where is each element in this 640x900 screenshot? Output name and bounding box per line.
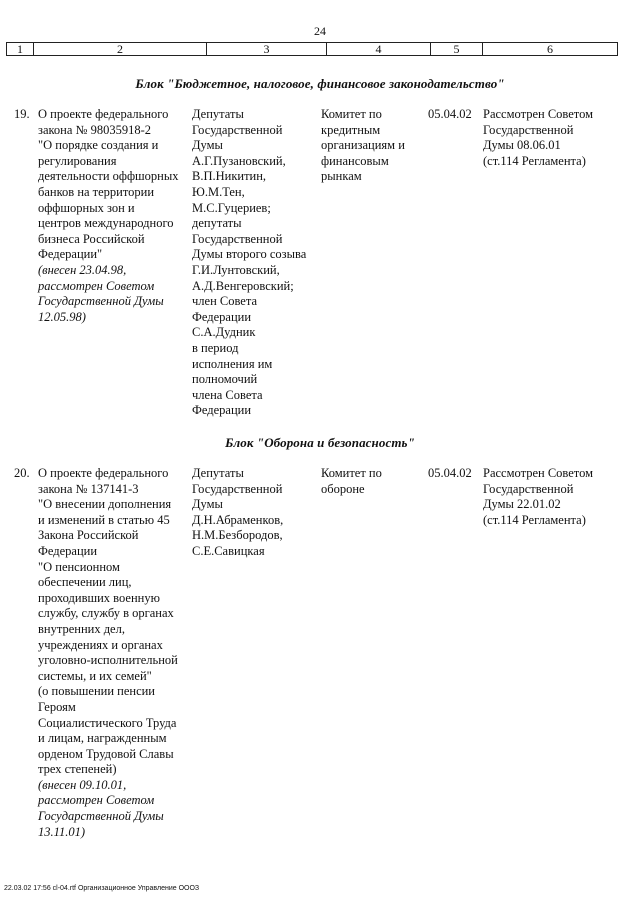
text-line: А.Д.Венгеровский;: [192, 278, 294, 293]
text-line: оффшорных зон и: [38, 200, 135, 215]
text-line: организациям и: [321, 138, 405, 153]
text-line: бизнеса Российской: [38, 231, 145, 246]
text-line: службу, службу в органах: [38, 606, 174, 621]
text-line: кредитным: [321, 122, 381, 137]
text-line: О проекте федерального: [38, 107, 169, 121]
column-number-2: 2: [34, 43, 207, 55]
page-number: 24: [314, 24, 326, 38]
note-line: рассмотрен Советом: [38, 278, 155, 293]
text-line: член Совета: [192, 294, 258, 309]
entry-committee: [321, 466, 421, 497]
text-line: Ю.М.Тен,: [192, 184, 245, 199]
text-line: орденом Трудовой Славы: [38, 746, 174, 761]
text-line: "О пенсионном: [38, 559, 120, 574]
text-line: С.А.Дудник: [192, 325, 256, 340]
text-line: Федерации: [192, 309, 252, 324]
column-number-3: 3: [207, 43, 327, 55]
block-heading-defense: Блок "Оборона и безопасность": [225, 435, 415, 450]
text-line: уголовно-исполнительной: [38, 653, 178, 668]
text-line: Депутаты: [192, 107, 244, 121]
text-line: Г.И.Лунтовский,: [192, 262, 280, 277]
text-line: (ст.114 Регламента): [483, 153, 586, 168]
text-line: "О внесении дополнения: [38, 497, 172, 512]
text-line: В.П.Никитин,: [192, 169, 267, 184]
text-line: Закона Российской: [38, 528, 139, 543]
entry-committee: [321, 107, 421, 185]
text-line: проходивших военную: [38, 590, 160, 605]
text-line: Государственной: [192, 231, 283, 246]
text-line: Федерации: [38, 543, 98, 558]
text-line: Комитет по: [321, 107, 382, 121]
text-line: регулирования: [38, 153, 117, 168]
text-line: Рассмотрен Советом: [483, 466, 594, 480]
text-line: рынкам: [321, 169, 362, 184]
text-line: закона № 98035918-2: [38, 122, 152, 137]
text-line: "О порядке создания и: [38, 138, 159, 153]
column-number-4: 4: [327, 43, 431, 55]
text-line: банков на территории: [38, 184, 155, 199]
text-line: А.Г.Пузановский,: [192, 153, 286, 168]
text-line: Государственной: [192, 122, 283, 137]
text-line: трех степеней): [38, 762, 117, 777]
print-footer: 22.03.02 17:56 cl-04.rtf Организационное Управление ОООЗ: [4, 885, 200, 892]
text-line: (о повышении пенсии: [38, 684, 155, 699]
entry-result: [483, 466, 623, 528]
text-line: О проекте федерального: [38, 466, 169, 480]
text-line: Депутаты: [192, 466, 244, 480]
column-number-1: 1: [7, 43, 34, 55]
note-line: Государственной Думы: [38, 809, 164, 824]
entry-title: [38, 466, 186, 840]
text-line: Государственной: [192, 481, 283, 496]
text-line: Н.М.Безбородов,: [192, 528, 283, 543]
text-line: Героям: [38, 699, 76, 714]
text-line: Комитет по: [321, 466, 382, 480]
text-line: обеспечении лиц,: [38, 575, 132, 590]
note-line: (внесен 09.10.01,: [38, 777, 127, 792]
column-number-5: 5: [431, 43, 483, 55]
block-heading-budget: Блок "Бюджетное, налоговое, финансовое законодательство": [135, 76, 505, 91]
entry-number: 19.: [14, 107, 30, 121]
text-line: системы, и их семей": [38, 668, 152, 683]
entry-result: [483, 107, 623, 169]
note-line: Государственной Думы: [38, 294, 164, 309]
text-line: деятельности оффшорных: [38, 169, 179, 184]
text-line: Государственной: [483, 122, 574, 137]
text-line: Д.Н.Абраменков,: [192, 512, 284, 527]
column-number-header: [6, 42, 618, 56]
note-line: 13.11.01): [38, 824, 85, 839]
entry-number: 20.: [14, 466, 30, 480]
note-line: 12.05.98): [38, 309, 86, 324]
text-line: Государственной: [483, 481, 574, 496]
text-line: Федерации": [38, 247, 103, 262]
text-line: финансовым: [321, 153, 389, 168]
note-line: (внесен 23.04.98,: [38, 262, 127, 277]
text-line: Думы второго созыва: [192, 247, 307, 262]
text-line: исполнения им: [192, 356, 273, 371]
text-line: (ст.114 Регламента): [483, 512, 586, 527]
text-line: центров международного: [38, 216, 174, 231]
text-line: учреждениях и органах: [38, 637, 163, 652]
text-line: Социалистического Труда: [38, 715, 177, 730]
text-line: обороне: [321, 481, 365, 496]
text-line: Рассмотрен Советом: [483, 107, 594, 121]
text-line: Думы: [192, 138, 223, 153]
entry-title: [38, 107, 186, 325]
entry-date: 05.04.02: [428, 107, 472, 121]
note-line: рассмотрен Советом: [38, 793, 155, 808]
column-number-6: 6: [547, 42, 553, 56]
text-line: полномочий: [192, 372, 258, 387]
text-line: и лицам, награжденным: [38, 731, 167, 746]
text-line: М.С.Гуцериев;: [192, 200, 271, 215]
text-line: Федерации: [192, 403, 252, 418]
entry-authors: [192, 466, 316, 560]
text-line: в период: [192, 340, 239, 355]
text-line: депутаты: [192, 216, 242, 231]
text-line: Думы: [192, 497, 223, 512]
text-line: Думы 08.06.01: [483, 138, 561, 153]
text-line: Думы 22.01.02: [483, 497, 561, 512]
text-line: внутренних дел,: [38, 621, 125, 636]
text-line: члена Совета: [192, 387, 263, 402]
entry-authors: [192, 107, 316, 419]
text-line: и изменений в статью 45: [38, 512, 170, 527]
text-line: закона № 137141-3: [38, 481, 139, 496]
text-line: С.Е.Савицкая: [192, 543, 265, 558]
entry-date: 05.04.02: [428, 466, 472, 480]
